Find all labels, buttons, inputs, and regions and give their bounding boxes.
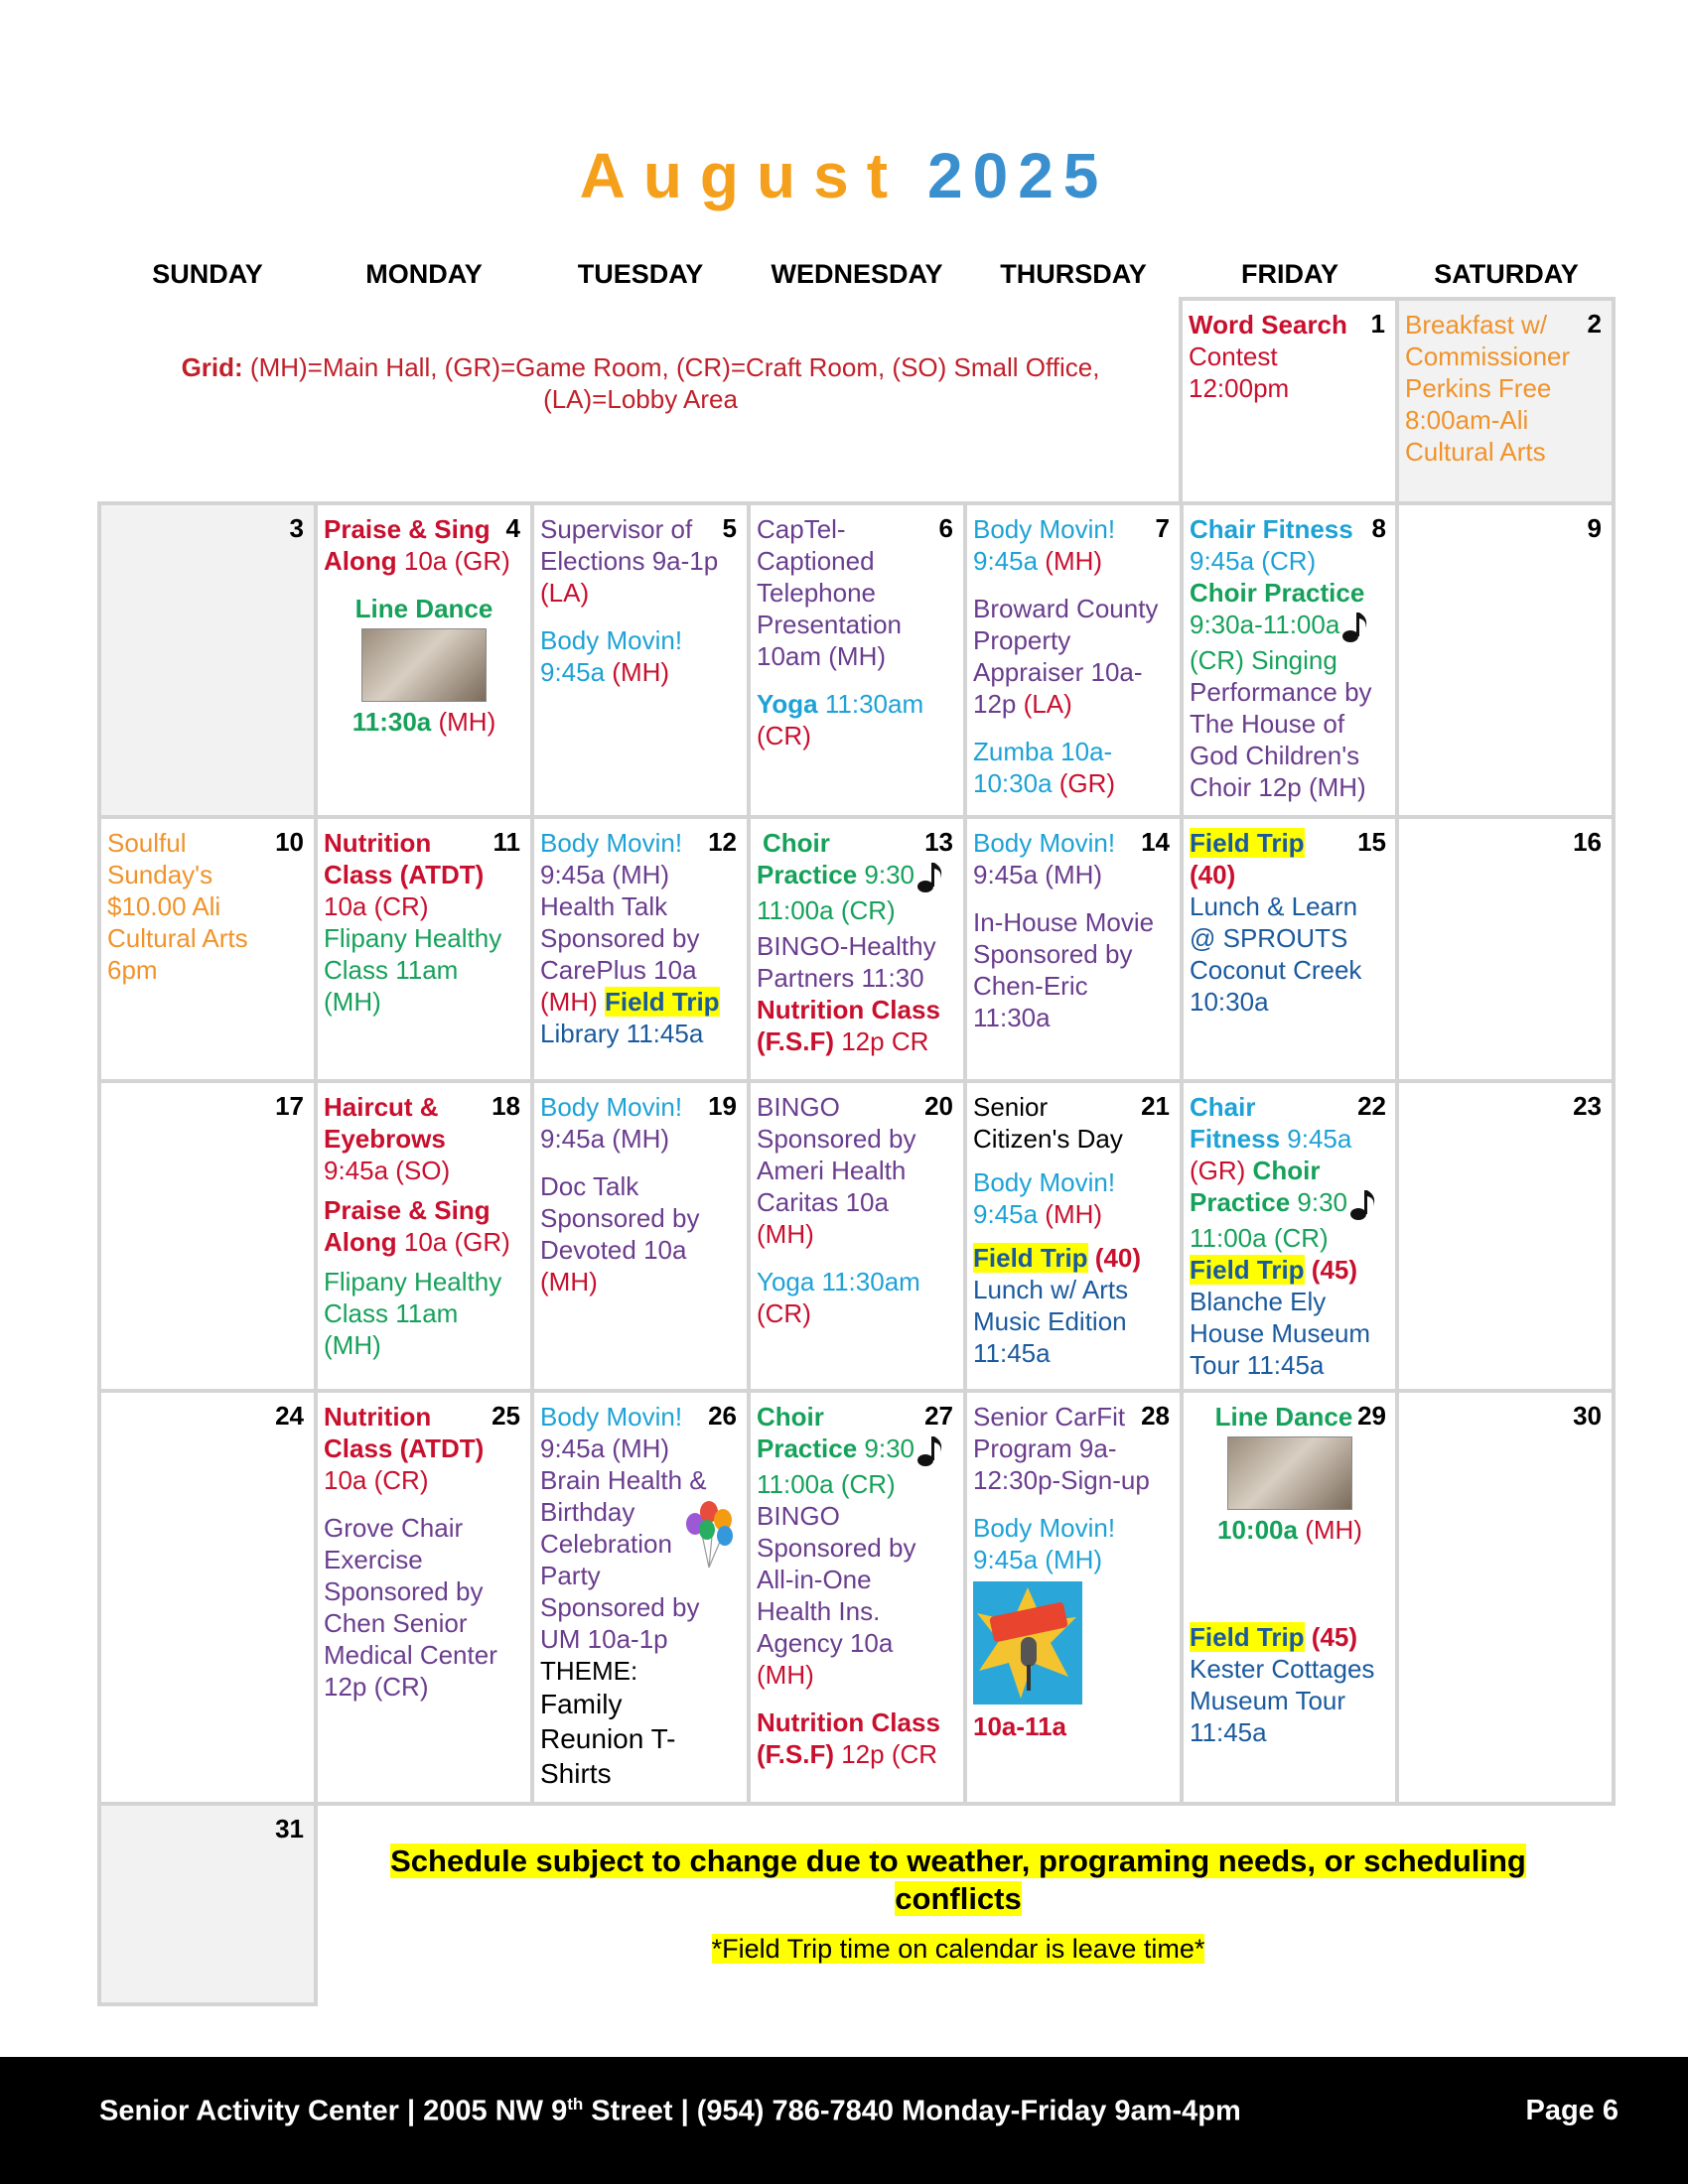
event-title: Fitness — [1190, 1124, 1281, 1154]
day-header-thursday: THURSDAY — [1000, 259, 1147, 289]
event-title: Body Movin! — [540, 1402, 683, 1432]
day-cell-11 — [314, 815, 534, 1083]
day-cell-28 — [963, 1389, 1184, 1806]
event-time: 10a (CR) — [324, 1465, 429, 1495]
event-time: 9:45a (CR) — [1190, 546, 1317, 576]
event-time: 9:45a — [973, 546, 1039, 576]
day-cell-9 — [1395, 501, 1616, 819]
event-time: 11:45a — [973, 1338, 1051, 1368]
event-text: All-in-One — [757, 1565, 872, 1595]
event-text: $10.00 Ali — [107, 891, 221, 921]
event-time: 12p CR — [834, 1026, 929, 1057]
event-room: (MH) — [324, 1330, 381, 1360]
event-title: Eyebrows — [324, 1124, 446, 1154]
day-number: 9 — [1587, 513, 1602, 543]
event-title: Class (ATDT) — [324, 860, 485, 889]
music-note-icon — [1339, 609, 1373, 644]
event-text: Chen Senior — [324, 1608, 468, 1638]
event-title: Praise & Sing — [324, 514, 491, 544]
schedule-notice-line-2: conflicts — [895, 1881, 1022, 1916]
karaoke-microphone-icon — [973, 1581, 1082, 1705]
event-time: 6pm — [107, 955, 158, 985]
event-capacity: (40) — [1087, 1243, 1142, 1273]
day-cell-1 — [1179, 297, 1399, 505]
day-number: 20 — [924, 1091, 953, 1121]
event-time: Tour 11:45a — [1190, 1350, 1325, 1381]
event-time: 10a (GR) — [396, 1227, 510, 1257]
event-theme: Reunion T- — [540, 1723, 676, 1754]
event-text: Kester Cottages — [1190, 1654, 1375, 1684]
event-room: (MH) — [1297, 1515, 1362, 1545]
event-title: Body Movin! — [540, 1092, 683, 1122]
event-title: Body Movin! — [973, 1513, 1116, 1543]
event-room: (LA) — [1016, 689, 1072, 719]
day-cell-31 — [97, 1802, 318, 2006]
event-time: 8:00am-Ali — [1405, 405, 1529, 435]
event-time: 9:45a (MH) — [540, 1433, 670, 1463]
event-title: (F.S.F) — [757, 1739, 834, 1770]
event-title: Body Movin! — [540, 625, 683, 655]
page-number: Page 6 — [1525, 2095, 1618, 2126]
line-dance-photo — [1227, 1436, 1352, 1510]
event-text: Contest — [1189, 341, 1278, 371]
day-number: 7 — [1155, 513, 1170, 543]
event-time: Class 11am — [324, 1298, 459, 1328]
legend-line-1: (MH)=Main Hall, (GR)=Game Room, (CR)=Craft Room, (SO) Small Office, — [249, 352, 1100, 382]
day-number: 13 — [924, 827, 953, 857]
day-cell-20 — [747, 1079, 967, 1393]
music-note-icon — [1347, 1186, 1381, 1222]
event-time: 10a (CR) — [324, 891, 429, 921]
event-text: THEME: — [540, 1656, 638, 1686]
day-cell-14 — [963, 815, 1184, 1083]
event-time: 10am (MH) — [757, 641, 887, 671]
day-header-wednesday: WEDNESDAY — [771, 259, 943, 289]
day-number: 14 — [1141, 827, 1170, 857]
event-title: Chair Fitness — [1190, 514, 1353, 544]
day-cell-8 — [1180, 501, 1400, 819]
day-number: 23 — [1573, 1091, 1602, 1121]
event-room: (CR) — [757, 1298, 811, 1328]
day-number: 27 — [924, 1401, 953, 1431]
field-trip-label: Field Trip — [605, 987, 720, 1017]
event-title: Yoga — [757, 689, 818, 719]
event-text: Appraiser 10a- — [973, 657, 1143, 687]
event-room: (CR) — [757, 721, 811, 751]
event-text: Blanche Ely — [1190, 1287, 1327, 1317]
day-cell-2 — [1395, 297, 1616, 505]
event-text: In-House Movie — [973, 907, 1155, 937]
day-number: 8 — [1371, 513, 1386, 543]
day-number: 19 — [708, 1091, 737, 1121]
field-trip-label: Field Trip — [1190, 828, 1305, 858]
event-time: 9:30 — [1290, 1187, 1348, 1217]
event-time: 11:30a — [352, 707, 432, 737]
day-cell-4 — [314, 501, 534, 819]
event-title: Nutrition — [324, 1402, 432, 1432]
day-number: 16 — [1573, 827, 1602, 857]
day-cell-16 — [1395, 815, 1616, 1083]
event-text: BINGO-Healthy — [757, 931, 936, 962]
event-room: (MH) — [431, 707, 496, 737]
event-text: Health Talk — [540, 891, 668, 921]
event-time: 9:45a (MH) — [540, 860, 670, 889]
event-time: 10a (GR) — [396, 546, 510, 576]
music-note-icon — [914, 859, 948, 894]
field-trip-label: Field Trip — [1190, 1622, 1305, 1652]
day-number: 10 — [275, 827, 304, 857]
event-text: House Museum — [1190, 1318, 1371, 1349]
day-cell-30 — [1395, 1389, 1616, 1806]
event-title: Body Movin! — [973, 514, 1116, 544]
day-number: 5 — [722, 513, 737, 543]
event-text: Library 11:45a — [540, 1019, 704, 1048]
event-text: Broward County — [973, 594, 1159, 623]
event-title: Nutrition — [324, 828, 432, 858]
event-room: (LA) — [540, 578, 590, 608]
day-cell-7 — [963, 501, 1184, 819]
event-time: 9:45a — [973, 1199, 1039, 1229]
event-title: Zumba 10a- — [973, 737, 1113, 766]
event-title: BINGO — [757, 1501, 840, 1532]
event-time: 10:30a — [973, 768, 1053, 798]
day-header-saturday: SATURDAY — [1434, 259, 1579, 289]
event-room: (MH) — [605, 657, 670, 687]
event-time: 12:30p-Sign-up — [973, 1465, 1150, 1495]
day-number: 11 — [492, 827, 520, 857]
event-text: Medical Center — [324, 1640, 497, 1670]
event-title: Yoga 11:30am — [757, 1267, 920, 1297]
event-time: 12p (CR) — [324, 1672, 429, 1702]
event-text: CarePlus 10a — [540, 955, 697, 985]
legend-label: Grid: — [181, 352, 243, 382]
field-trip-note — [328, 1934, 1589, 1965]
day-number: 31 — [275, 1814, 304, 1843]
event-title: Senior CarFit — [973, 1402, 1126, 1432]
event-title: Class (ATDT) — [324, 1433, 485, 1463]
event-title: Chair — [1190, 1092, 1256, 1122]
day-number: 4 — [505, 513, 520, 543]
event-text: Brain Health & — [540, 1465, 707, 1495]
year-label: 2025 — [927, 140, 1109, 211]
event-text: Celebration — [540, 1529, 672, 1559]
event-text: Sponsored by — [540, 923, 700, 953]
day-number: 17 — [275, 1091, 304, 1121]
event-text: Elections 9a-1p — [540, 546, 719, 576]
footer-ordinal: th — [567, 2095, 584, 2114]
event-text: Presentation — [757, 610, 902, 639]
event-text: Sunday's — [107, 860, 213, 889]
event-time: 11:30am — [817, 689, 924, 719]
day-number: 21 — [1141, 1091, 1170, 1121]
event-text: Music Edition — [973, 1306, 1127, 1336]
day-cell-15 — [1180, 815, 1400, 1083]
day-cell-23 — [1395, 1079, 1616, 1393]
event-time: Class 11am — [324, 955, 459, 985]
event-text: Sponsored by — [757, 1533, 916, 1564]
music-note-icon — [914, 1433, 948, 1468]
event-title: Body Movin! — [973, 828, 1116, 858]
event-time: UM 10a-1p — [540, 1624, 668, 1654]
day-header-sunday: SUNDAY — [152, 259, 263, 289]
event-capacity: (45) — [1304, 1255, 1358, 1286]
footer-hours: Street | (954) 786-7840 Monday-Friday 9am-4pm — [583, 2095, 1241, 2127]
day-cell-22 — [1180, 1079, 1400, 1393]
day-cell-21 — [963, 1079, 1184, 1393]
footer-address: Senior Activity Center | 2005 NW 9 — [99, 2095, 568, 2127]
event-text: CapTel- — [757, 514, 846, 544]
footer-contact — [99, 2095, 1241, 2128]
event-text: Lunch & Learn — [1190, 891, 1358, 921]
field-trip-note-text: *Field Trip time on calendar is leave time* — [711, 1934, 1205, 1964]
day-number: 3 — [289, 513, 304, 543]
field-trip-label: Field Trip — [973, 1243, 1088, 1273]
event-room: (GR) — [1052, 768, 1116, 798]
day-header-tuesday: TUESDAY — [577, 259, 704, 289]
event-text: Party — [540, 1561, 601, 1590]
event-time: 10:00a — [1217, 1515, 1298, 1545]
day-number: 25 — [492, 1401, 520, 1431]
line-dance-photo — [361, 628, 487, 702]
day-cell-12 — [530, 815, 751, 1083]
legend-line-2: (LA)=Lobby Area — [543, 384, 738, 414]
day-cell-27 — [747, 1389, 967, 1806]
event-time: Partners 11:30 — [757, 963, 924, 994]
schedule-notice — [328, 1843, 1589, 1918]
day-number: 24 — [275, 1401, 304, 1431]
event-time: 11:00a (CR) — [1190, 1223, 1329, 1254]
event-text: Senior — [973, 1092, 1049, 1122]
event-room: (MH) — [540, 1267, 598, 1297]
event-text: Cultural Arts — [107, 923, 248, 953]
event-time: 12:00pm — [1189, 373, 1290, 403]
event-text: Performance by — [1190, 677, 1372, 708]
day-number: 15 — [1357, 827, 1386, 857]
event-text: Sponsored by — [757, 1124, 916, 1154]
event-title: Body Movin! — [540, 828, 683, 858]
event-room: (GR) — [1190, 1156, 1246, 1185]
day-number: 18 — [492, 1091, 520, 1121]
event-title: Praise & Sing — [324, 1195, 491, 1225]
event-time: 11:45a — [1190, 1717, 1267, 1747]
event-time: Choir 12p (MH) — [1190, 772, 1366, 803]
event-text: Sponsored by — [540, 1592, 700, 1622]
event-title: Nutrition Class — [757, 1707, 940, 1738]
day-cell-6 — [747, 501, 967, 819]
event-text: The House of — [1190, 709, 1345, 740]
day-cell-26 — [530, 1389, 751, 1806]
event-room: (MH) — [540, 987, 598, 1017]
event-title: (F.S.F) — [757, 1026, 834, 1057]
day-cell-18 — [314, 1079, 534, 1393]
day-number: 22 — [1357, 1091, 1386, 1121]
event-time: 9:45a (MH) — [973, 1545, 1103, 1574]
day-number: 2 — [1587, 309, 1602, 339]
footer-bar — [0, 2057, 1688, 2184]
event-time: 12p (CR — [834, 1739, 938, 1770]
event-text: Telephone — [757, 578, 876, 608]
event-time: Program 9a- — [973, 1433, 1117, 1463]
event-text: Coconut Creek — [1190, 955, 1362, 985]
event-text: Doc Talk — [540, 1171, 639, 1201]
event-title: Line Dance — [354, 594, 493, 623]
schedule-notice-line-1: Schedule subject to change due to weather, programing needs, or scheduling — [390, 1843, 1526, 1878]
day-cell-10 — [97, 815, 318, 1083]
event-time: Caritas 10a — [757, 1187, 889, 1217]
event-time: 9:30a-11:00a — [1190, 610, 1340, 639]
event-text: Cultural Arts — [1405, 437, 1546, 467]
day-number: 29 — [1357, 1401, 1386, 1431]
event-title: Haircut & — [324, 1092, 439, 1122]
event-title: Line Dance — [1214, 1402, 1353, 1432]
event-title: Choir — [763, 828, 830, 858]
event-time: 9:45a (MH) — [540, 1124, 670, 1154]
event-text: Commissioner — [1405, 341, 1571, 371]
day-number: 28 — [1141, 1401, 1170, 1431]
event-title: Practice — [757, 860, 858, 889]
event-title: Along — [324, 1227, 397, 1257]
day-header-monday: MONDAY — [365, 259, 483, 289]
event-title: Practice — [1190, 1187, 1291, 1217]
event-text: Soulful — [107, 828, 187, 858]
event-time: 9:45a — [1280, 1124, 1352, 1154]
day-number: 1 — [1370, 309, 1385, 339]
event-text: Property — [973, 625, 1071, 655]
event-room: (MH) — [1038, 546, 1103, 576]
event-time: 11:30a — [973, 1003, 1051, 1032]
day-cell-13 — [747, 815, 967, 1083]
event-text: Sponsored by — [324, 1576, 484, 1606]
room-legend — [99, 351, 1182, 415]
event-text: Grove Chair — [324, 1513, 464, 1543]
event-text: Lunch w/ Arts — [973, 1275, 1129, 1304]
event-text: Sponsored by — [973, 939, 1133, 969]
day-number: 12 — [708, 827, 737, 857]
event-theme: Family — [540, 1689, 623, 1719]
day-cell-24 — [97, 1389, 318, 1806]
event-time: 11:00a (CR) — [757, 895, 896, 926]
day-number: 6 — [938, 513, 953, 543]
event-text: Ameri Health — [757, 1156, 907, 1185]
day-cell-5 — [530, 501, 751, 819]
day-number: 30 — [1573, 1401, 1602, 1431]
event-text: Breakfast w/ — [1405, 310, 1548, 340]
event-text: Birthday — [540, 1497, 635, 1527]
day-cell-17 — [97, 1079, 318, 1393]
event-title: Choir — [757, 1402, 824, 1432]
event-text: (CR) Singing — [1190, 645, 1337, 676]
event-text: Exercise — [324, 1545, 423, 1574]
month-label: August — [579, 140, 907, 211]
event-text: Flipany Healthy — [324, 923, 502, 953]
day-number: 26 — [708, 1401, 737, 1431]
day-cell-25 — [314, 1389, 534, 1806]
day-cell-3 — [97, 501, 318, 819]
event-room: (MH) — [1038, 1199, 1103, 1229]
event-time: 9:45a — [540, 657, 606, 687]
event-title: Choir — [1245, 1156, 1321, 1185]
event-time: 10a-11a — [973, 1711, 1066, 1741]
event-title: Along — [324, 546, 397, 576]
event-time: 10:30a — [1190, 987, 1269, 1017]
event-time: 12p — [973, 689, 1017, 719]
event-capacity: (45) — [1304, 1622, 1358, 1652]
event-time: Devoted 10a — [540, 1235, 687, 1265]
event-text: Chen-Eric — [973, 971, 1088, 1001]
event-time: Agency 10a — [757, 1628, 894, 1659]
event-time: 9:45a (MH) — [973, 860, 1103, 889]
day-header-friday: FRIDAY — [1240, 259, 1339, 289]
event-text: Museum Tour — [1190, 1686, 1346, 1715]
event-text: Captioned — [757, 546, 875, 576]
event-room: (MH) — [757, 1660, 814, 1691]
event-title: Word Search — [1189, 310, 1347, 340]
event-text: Perkins Free — [1405, 373, 1552, 403]
calendar-title — [0, 139, 1688, 212]
day-cell-19 — [530, 1079, 751, 1393]
event-room: (MH) — [324, 987, 381, 1017]
event-title: Choir Practice — [1190, 578, 1365, 608]
event-text: @ SPROUTS — [1190, 923, 1348, 953]
event-text: Supervisor of — [540, 514, 693, 544]
day-cell-29 — [1180, 1389, 1400, 1806]
event-title: Nutrition Class — [757, 995, 940, 1025]
event-title: BINGO — [757, 1092, 840, 1122]
event-theme: Shirts — [540, 1758, 612, 1789]
event-time: 9:30 — [857, 1433, 915, 1463]
event-time: 9:30 — [857, 860, 915, 889]
event-text: Health Ins. — [757, 1596, 881, 1627]
event-text: Citizen's Day — [973, 1124, 1123, 1154]
event-room: (MH) — [757, 1219, 814, 1249]
event-title: Body Movin! — [973, 1167, 1116, 1197]
event-capacity: (40) — [1190, 860, 1236, 889]
event-title: Practice — [757, 1433, 858, 1463]
event-text: God Children's — [1190, 741, 1360, 771]
event-text: Flipany Healthy — [324, 1267, 502, 1297]
event-time: 9:45a (SO) — [324, 1156, 451, 1185]
event-time: 11:00a (CR) — [757, 1469, 896, 1500]
field-trip-label: Field Trip — [1190, 1255, 1305, 1286]
event-text: Sponsored by — [540, 1203, 700, 1233]
